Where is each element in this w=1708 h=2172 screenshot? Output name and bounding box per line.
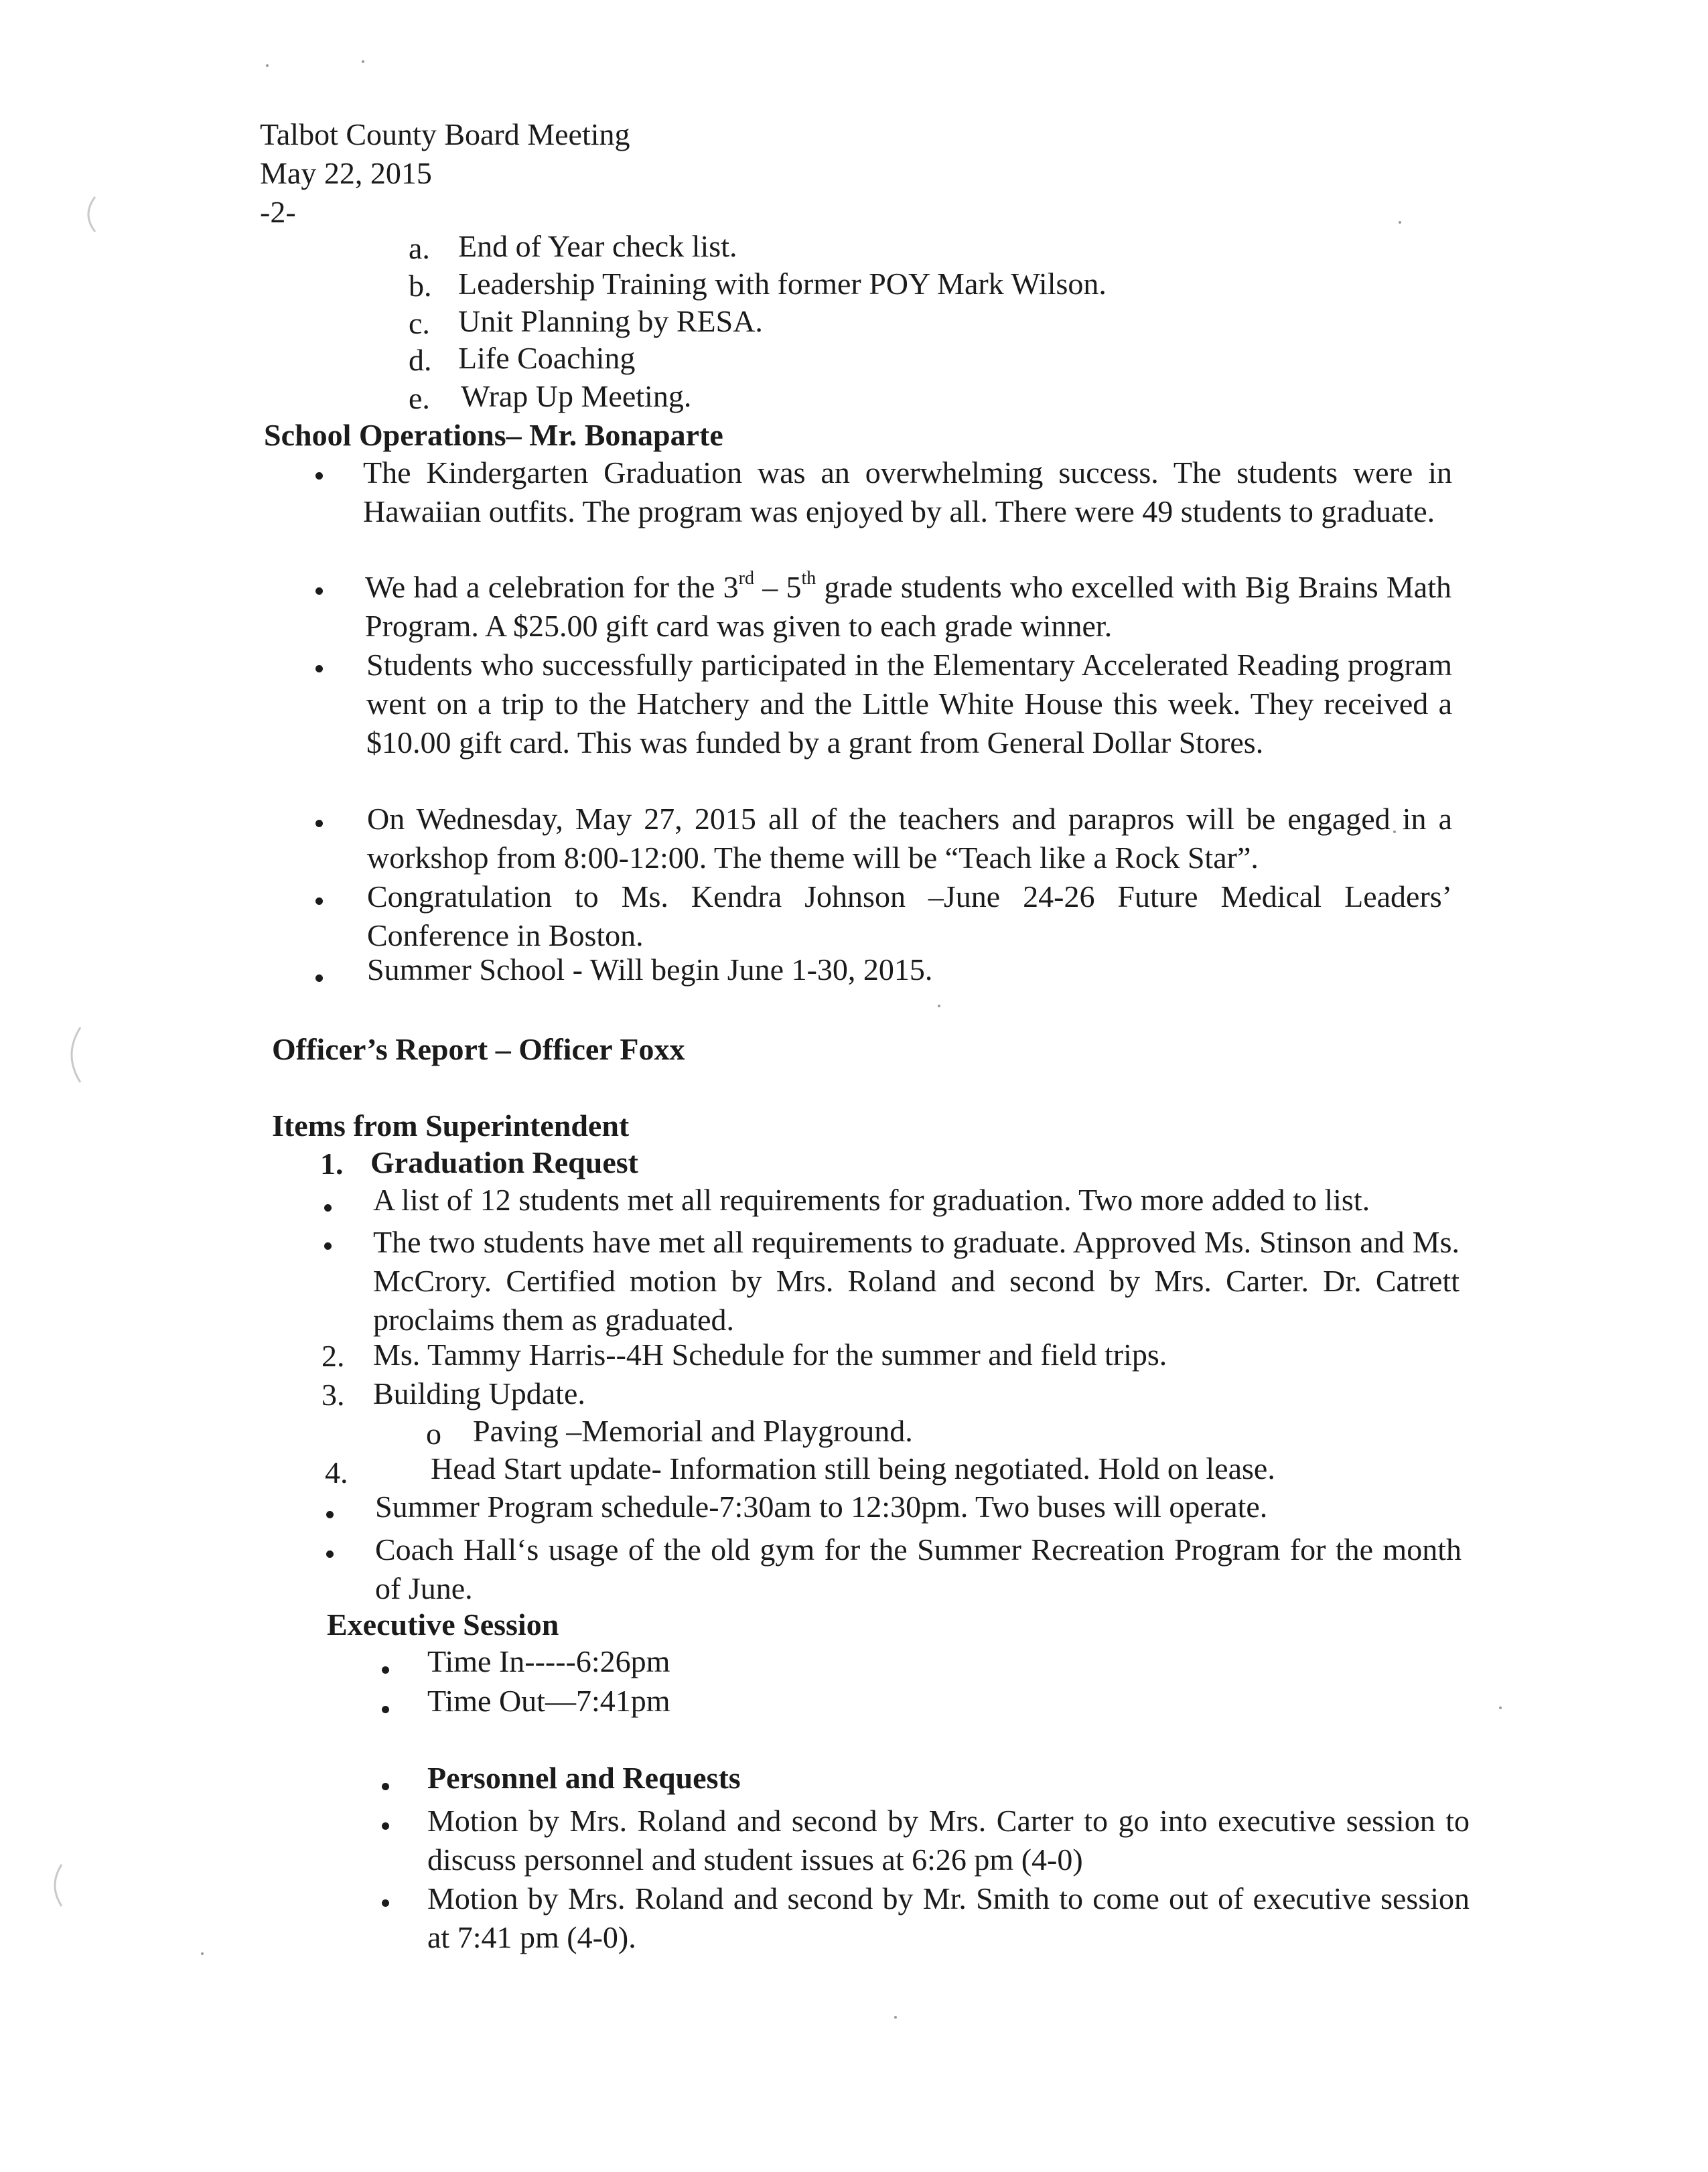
bullet [315,974,323,982]
graduation-request-heading: Graduation Request [370,1145,638,1179]
scan-speck [938,1005,940,1007]
school-operations-heading: School Operations– Mr. Bonaparte [264,418,723,452]
session-time-out: Time Out—7:41pm [427,1684,670,1718]
punch-hole-mark [62,1025,84,1085]
scan-speck [894,2016,897,2019]
list-marker: a. [409,231,430,265]
document-title: Talbot County Board Meeting [260,117,630,151]
meeting-date: May 22, 2015 [260,156,432,190]
superintendent-item: Building Update. [373,1376,585,1410]
scan-speck [362,60,364,63]
superintendent-heading: Items from Superintendent [272,1108,630,1143]
superintendent-item: Coach Hall‘s usage of the old gym for the Summer Recreation Program for the month of June. [375,1532,1462,1605]
school-ops-item: The Kindergarten Graduation was an overwhelming success. The students were in Hawaiian outfits. The program was enjoyed by all. There were 49 students to graduate. [363,455,1452,528]
school-ops-item: Summer School - Will begin June 1-30, 2015. [367,952,933,987]
school-ops-item: We had a celebration for the 3rd – 5th grade students who excelled with Big Brains Math Program. A $25.00 gift card was given to each grade winner. [365,568,1452,643]
list-marker: c. [409,306,430,340]
school-ops-item: Students who successfully participated in the Elementary Accelerated Reading program went on a trip to the Hatchery and the Little White House this week. They received a $10.00 gift card. This was funded by a grant from General Dollar Stores. [366,648,1452,759]
scan-speck [266,64,269,67]
list-marker: e. [409,381,430,415]
bullet [382,1666,389,1674]
bullet [315,897,323,905]
list-marker: 3. [322,1378,345,1412]
page-number: -2- [260,195,296,229]
session-time-in: Time In-----6:26pm [427,1644,670,1678]
officers-report-heading: Officer’s Report – Officer Foxx [272,1032,685,1066]
bullet [324,1204,332,1212]
graduation-item: A list of 12 students met all requirements for graduation. Two more added to list. [373,1183,1370,1217]
bullet [315,472,323,480]
bullet [315,587,323,595]
superintendent-item: Ms. Tammy Harris--4H Schedule for the summer and field trips. [373,1337,1167,1372]
list-item: Leadership Training with former POY Mark Wilson. [458,267,1107,301]
bullet [382,1822,389,1830]
list-marker: 1. [320,1147,344,1181]
punch-hole-mark [79,194,99,234]
list-item: Wrap Up Meeting. [461,379,692,413]
bullet [326,1511,334,1518]
bullet [382,1706,389,1713]
bullet [315,665,323,672]
motion-item: Motion by Mrs. Roland and second by Mrs. Carter to go into executive session to discuss personnel and student issues at 6:26 pm (4-0) [427,1804,1470,1877]
list-item: Unit Planning by RESA. [458,304,763,338]
bullet [315,820,323,827]
graduation-item: The two students have met all requirements to graduate. Approved Ms. Stinson and Ms. McCrory. Certified motion by Mrs. Roland and second by Mrs. Carter. Dr. Catrett proclaims them as graduated. [373,1225,1460,1337]
bullet [382,1899,389,1907]
scan-speck [1499,1707,1502,1709]
scan-speck [201,1952,204,1955]
list-marker: 2. [322,1339,345,1373]
list-item: Life Coaching [458,341,636,375]
school-ops-item: On Wednesday, May 27, 2015 all of the teachers and parapros will be engaged in a workshop from 8:00-12:00. The theme will be “Teach like a Rock Star”. [367,802,1452,875]
list-marker: b. [409,269,432,303]
superintendent-item: Summer Program schedule-7:30am to 12:30pm. Two buses will operate. [375,1490,1268,1524]
bullet [326,1550,334,1558]
motion-item: Motion by Mrs. Roland and second by Mr. Smith to come out of executive session at 7:41 pm (4-0). [427,1881,1470,1954]
list-marker: 4. [325,1455,348,1490]
bullet [382,1783,389,1790]
personnel-heading: Personnel and Requests [427,1761,741,1795]
building-update-subitem: Paving –Memorial and Playground. [473,1414,913,1448]
list-marker: d. [409,343,432,377]
list-marker: o [426,1417,441,1451]
scan-speck [1399,221,1401,224]
punch-hole-mark [46,1862,66,1909]
school-ops-item: Congratulation to Ms. Kendra Johnson –June 24-26 Future Medical Leaders’ Conference in Boston. [367,879,1452,952]
executive-session-heading: Executive Session [327,1607,559,1642]
bullet [324,1242,332,1250]
list-item: End of Year check list. [458,229,737,263]
superintendent-item: Head Start update- Information still being negotiated. Hold on lease. [431,1451,1275,1486]
